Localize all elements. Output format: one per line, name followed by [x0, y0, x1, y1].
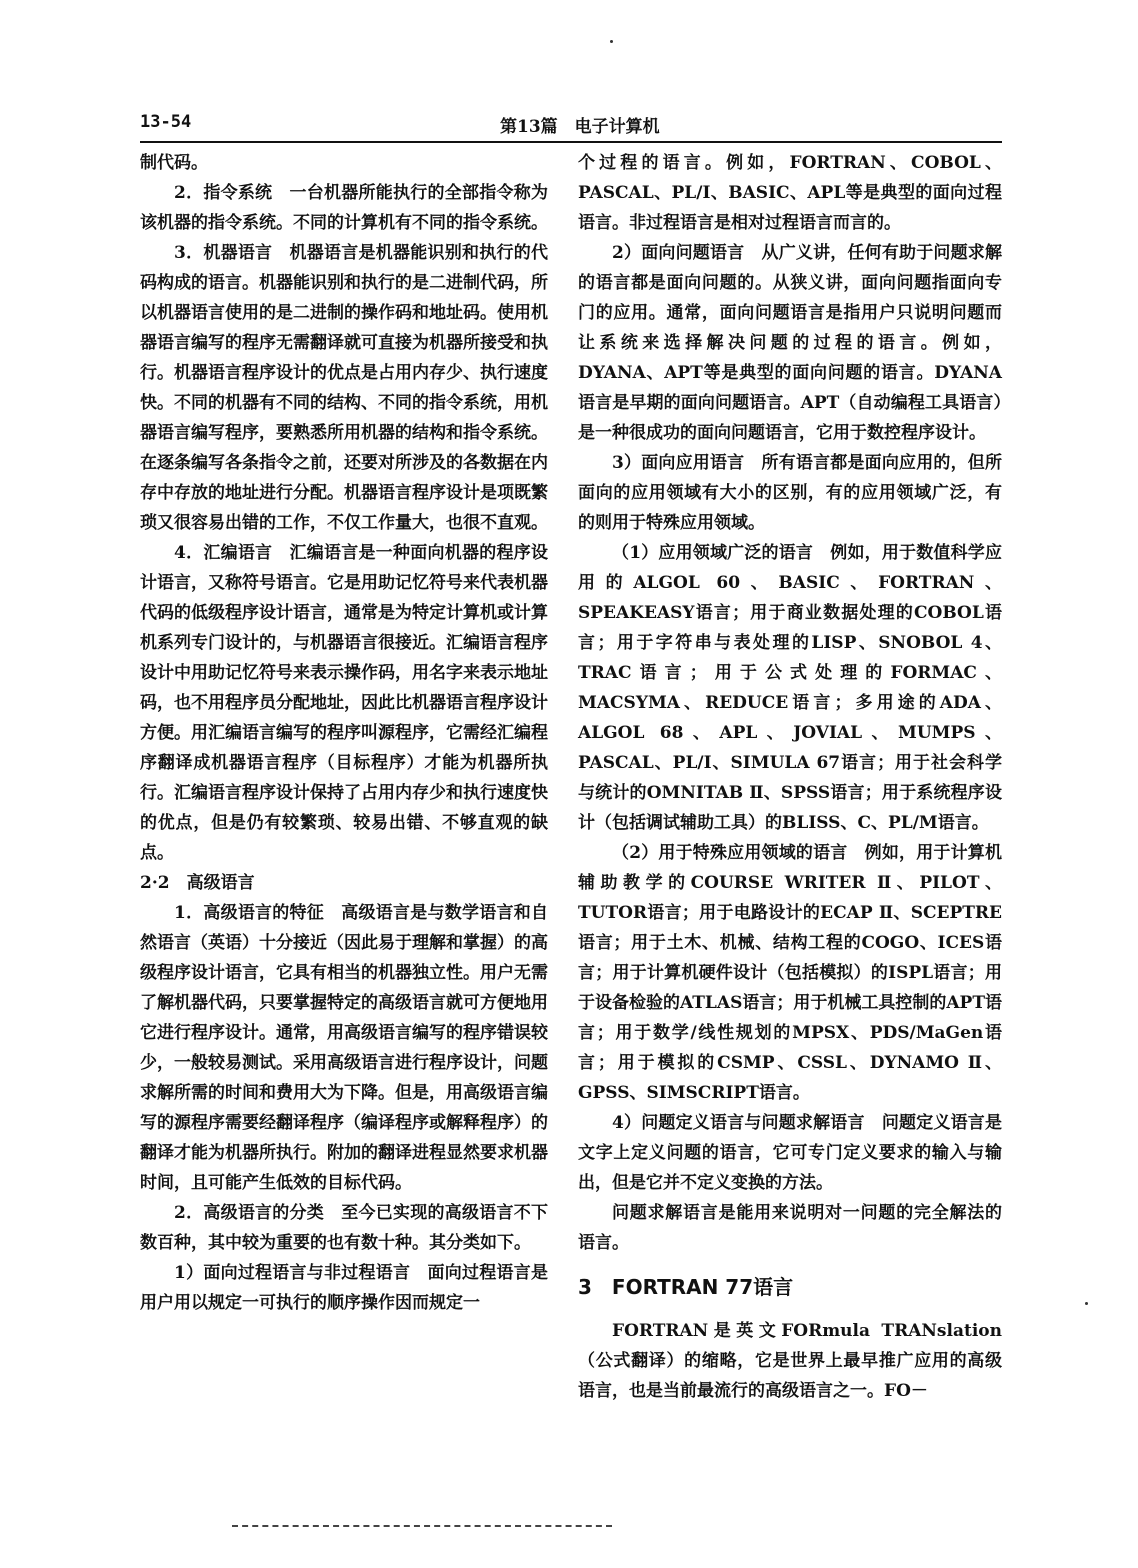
paragraph: 2．指令系统 一台机器所能执行的全部指令称为该机器的指令系统。不同的计算机有不同的指令系统。	[140, 183, 548, 233]
left-column	[140, 148, 548, 1318]
paragraph: 3．机器语言 机器语言是机器能识别和执行的代码构成的语言。机器能识别和执行的是二进制代码，所以机器语言使用的是二进制的操作码和地址码。使用机器语言编写的程序无需翻译就可直接为机器所接受和执行。机器语言程序设计的优点是占用内存少、执行速度快。不同的机器有不同的结构、不同的指令系统，用机器语言编写程序，要熟悉所用机器的结构和指令系统。在逐条编写各条指令之前，还要对所涉及的各数据在内存中存放的地址进行分配。机器语言程序设计是项既繁琐又很容易出错的工作，不仅工作量大，也很不直观。	[140, 243, 548, 533]
scan-speck	[610, 40, 613, 43]
right-column	[578, 148, 1002, 1406]
paragraph: FORTRAN是英文FORmula TRANslation（公式翻译）的缩略，它是世界上最早推广应用的高级语言，也是当前最流行的高级语言之一。FO－	[578, 1321, 1002, 1401]
paragraph: 制代码。	[140, 153, 208, 173]
paragraph: （2）用于特殊应用领域的语言 例如，用于计算机辅助教学的COURSE WRITER Ⅱ、PILOT、TUTOR语言；用于电路设计的ECAP Ⅱ、SCEPTRE语言；用于土木、机械、结构工程的COGO、ICES语言；用于计算机硬件设计（包括模拟）的ISPL语言；用于设备检验的ATLAS语言；用于机械工具控制的APT语言；用于数学/线性规划的MPSX、PDS/MaGen语言；用于模拟的CSMP、CSSL、DYNAMO Ⅱ、GPSS、SIMSCRIPT语言。	[578, 843, 1002, 1103]
paragraph: 2）面向问题语言 从广义讲，任何有助于问题求解的语言都是面向问题的。从狭义讲，面向问题指面向专门的应用。通常，面向问题语言是指用户只说明问题而让系统来选择解决问题的过程的语言。例如，DYANA、APT等是典型的面向问题的语言。DYANA语言是早期的面向问题语言。APT（自动编程工具语言）是一种很成功的面向问题语言，它用于数控程序设计。	[578, 243, 1002, 443]
paragraph: 4）问题定义语言与问题求解语言 问题定义语言是文字上定义问题的语言，它可专门定义要求的输入与输出，但是它并不定义变换的方法。	[578, 1113, 1002, 1193]
scan-speck	[1085, 1302, 1088, 1305]
page-header	[140, 112, 1000, 142]
subsection-heading: 2·2 高级语言	[140, 873, 255, 893]
header-rule	[140, 141, 1002, 143]
section-heading: 3 FORTRAN 77语言	[578, 1275, 794, 1299]
paragraph: 问题求解语言是能用来说明对一问题的完全解法的语言。	[578, 1203, 1002, 1253]
running-title: 第13篇 电子计算机	[500, 117, 660, 137]
paragraph: 4．汇编语言 汇编语言是一种面向机器的程序设计语言，又称符号语言。它是用助记忆符号来代表机器代码的低级程序设计语言，通常是为特定计算机或计算机系列专门设计的，与机器语言很接近。汇编语言程序设计中用助记忆符号来表示操作码，用名字来表示地址码，也不用程序员分配地址，因此比机器语言程序设计方便。用汇编语言编写的程序叫源程序，它需经汇编程序翻译成机器语言程序（目标程序）才能为机器所执行。汇编语言程序设计保持了占用内存少和执行速度快的优点，但是仍有较繁琐、较易出错、不够直观的缺点。	[140, 543, 548, 863]
paragraph: 1．高级语言的特征 高级语言是与数学语言和自然语言（英语）十分接近（因此易于理解和掌握）的高级程序设计语言，它具有相当的机器独立性。用户无需了解机器代码，只要掌握特定的高级语言就可方便地用它进行程序设计。通常，用高级语言编写的程序错误较少，一般较易测试。采用高级语言进行程序设计，问题求解所需的时间和费用大为下降。但是，用高级语言编写的源程序需要经翻译程序（编译程序或解释程序）的翻译才能为机器所执行。附加的翻译进程显然要求机器时间，且可能产生低效的目标代码。	[140, 903, 548, 1193]
paragraph: （1）应用领域广泛的语言 例如，用于数值科学应用的ALGOL 60、BASIC、FORTRAN、SPEAKEASY语言；用于商业数据处理的COBOL语言；用于字符串与表处理的LISP、SNOBOL 4、TRAC语言；用于公式处理的FORMAC、MACSYMA、REDUCE语言；多用途的ADA、ALGOL 68、APL、JOVIAL、MUMPS、PASCAL、PL/I、SIMULA 67语言；用于社会科学与统计的OMNITAB Ⅱ、SPSS语言；用于系统程序设计（包括调试辅助工具）的BLISS、C、PL/M语言。	[578, 543, 1002, 833]
paragraph: 2．高级语言的分类 至今已实现的高级语言不下数百种，其中较为重要的也有数十种。其分类如下。	[140, 1203, 548, 1253]
page-number: 13-54	[140, 112, 192, 132]
scan-artifact-line	[232, 1525, 612, 1527]
paragraph: 1）面向过程语言与非过程语言 面向过程语言是用户用以规定一可执行的顺序操作因而规定一	[140, 1263, 548, 1313]
paragraph: 3）面向应用语言 所有语言都是面向应用的，但所面向的应用领域有大小的区别，有的应用领域广泛，有的则用于特殊应用领域。	[578, 453, 1002, 533]
paragraph: 个过程的语言。例如，FORTRAN、COBOL、PASCAL、PL/I、BASIC、APL等是典型的面向过程语言。非过程语言是相对过程语言而言的。	[578, 153, 1002, 233]
